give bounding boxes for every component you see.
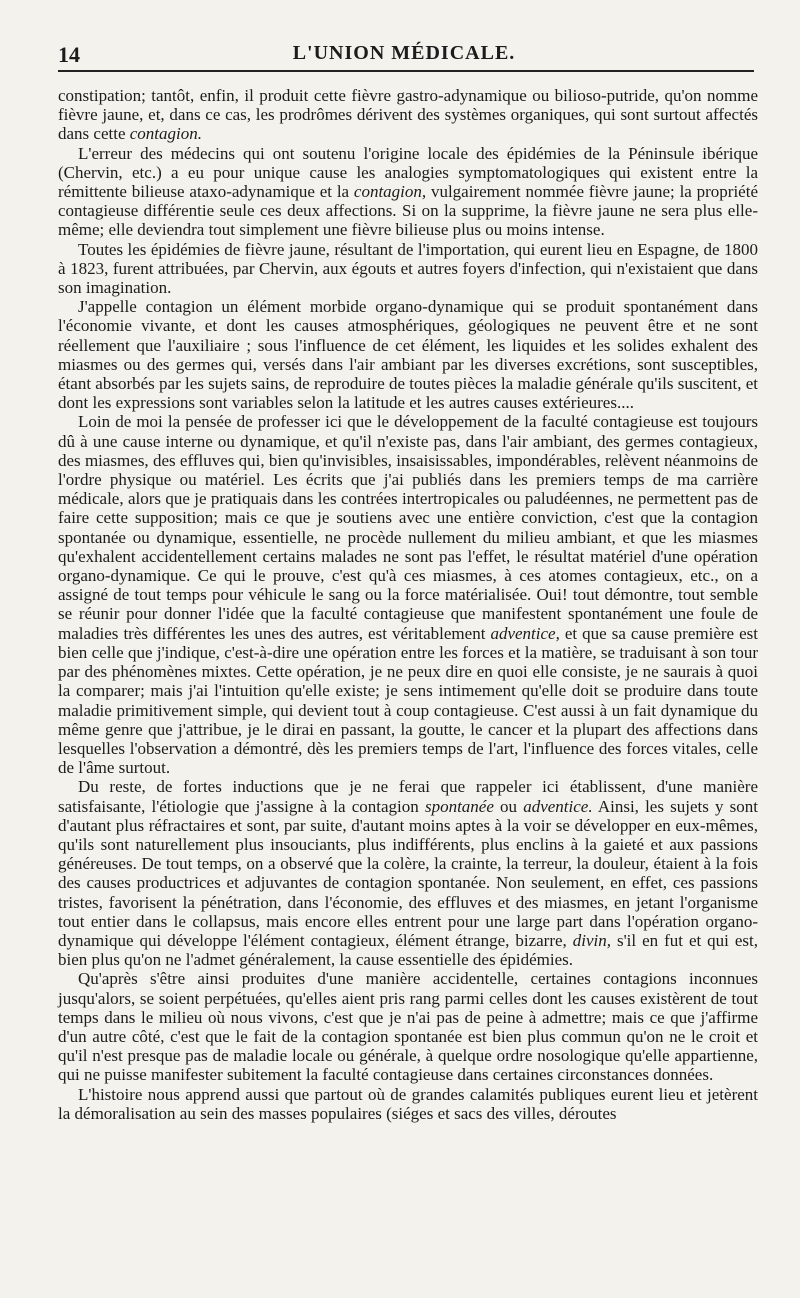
text-run: constipation; tantôt, enfin, il produit cette fièvre gastro-adynamique ou bilioso-putride, qu'on nomme fièvre jaune, et, dans ce cas, les prodrômes dérivent des systèmes organiques, qui sont surtout affectés dans cette [58,86,758,144]
text-run: Toutes les épidémies de fièvre jaune, résultant de l'importation, qui eurent lieu en Espagne, de 1800 à 1823, furent attribuées, par Chervin, aux égouts et autres foyers d'infection, qui n'existaient que dans son imagination. [58,239,758,298]
text-run: Loin de moi la pensée de professer ici que le développement de la faculté contagieuse est toujours dû à une cause interne ou dynamique, et qu'il n'existe pas, dans l'air ambiant, des germes contagieux, des miasmes, des effluves qui, bien qu'invisibles, insaisissables, impondérables, relèvent néanmoins de l'ordre physique ou matériel. Les écrits que j'ai publiés dans les premiers temps de ma carrière médicale, alors que je pratiquais dans les contrées intertropicales ou paludéennes, ne permettent pas de faire cette supposition; mais ce que je soutiens avec une entière conviction, c'est que la contagion spontanée ou dynamique, essentielle, ne procède nullement du milieu ambiant, et que les miasmes qu'exhalent accidentellement certains malades ne sont pas l'effet, le résultat matériel d'une opération organo-dynamique. Ce qui le prouve, c'est qu'à ces miasmes, à ces atomes contagieux, etc., on a assigné de tout temps pour véhicule le sang ou la force matérialisée. Oui! tout démontre, tout semble se réunir pour donner l'idée que la faculté contagieuse que manifestent spontanément une foule de maladies très différentes les unes des autres, est véritablement [58,412,758,643]
italic-text-run: contagion. [129,124,202,144]
paragraph [58,297,758,412]
text-run: et que sa cause première est bien celle que j'indique, c'est-à-dire une opération entre les forces et la matière, se traduisant à son tour par des phénomènes mixtes. Cette opération, je ne peux dire en quoi elle consiste, je ne saurais à quoi la comparer; mais j'ai l'intuition qu'elle existe; je sens intimement qu'elle doit se produire dans toute maladie primitivement simple, qui devient tout à coup contagieuse. C'est aussi à un fait dynamique du même genre que j'attribue, je le dirai en passant, la goutte, le cancer et la plupart des affections dans lesquelles l'observation a démontré, dès les premiers temps de l'art, l'influence des forces vitales, celle de l'âme surtout. [58,623,758,778]
paragraph [58,1085,758,1123]
body-text [58,86,758,1123]
paragraph [58,777,758,969]
text-run: vulgairement nommée fièvre jaune; la propriété contagieuse différentie seule ces deux affections. Si on la supprime, la fièvre jaune ne sera plus elle-même; elle deviendra tout simplement une fièvre bilieuse plus ou moins intense. [58,182,758,240]
text-run: Ainsi, les sujets y sont d'autant plus réfractaires et sont, par suite, d'autant moins aptes à la voir se développer en eux-mêmes, qu'ils sont naturellement plus insouciants, plus indifférents, plus enclins à la gaieté et aux passions généreuses. De tout temps, on a observé que la colère, la crainte, la terreur, la douleur, étaient à la fois des causes productrices et adjuvantes de contagion spontanée. Non seulement, en effet, ces passions tristes, favorisent la pénétration, dans l'économie, des effluves et des miasmes, en jetant l'organisme tout entier dans le collapsus, mais encore elles entrent pour une large part dans l'opération organo-dynamique qui développe l'élément contagieux, élément étrange, bizarre, [58,796,758,950]
text-run: ou [493,796,524,816]
text-run: s'il en fut et qui est, bien plus qu'on ne l'admet généralement, la cause essentielle des épidémies. [58,930,758,970]
paragraph [58,144,758,240]
paragraph [58,86,758,144]
italic-text-run: contagion, [353,182,427,202]
page-header [54,36,754,70]
paragraph [58,240,758,298]
italic-text-run: divin, [572,930,612,950]
italic-text-run: adventice, [490,623,560,643]
header-rule [58,70,754,72]
italic-text-run: spontanée [424,796,494,816]
text-run: Du reste, de fortes inductions que je ne ferai que rappeler ici établissent, d'une manière satisfaisante, l'étiologie que j'assigne à la contagion [58,777,758,816]
text-run: L'erreur des médecins qui ont soutenu l'origine locale des épidémies de la Péninsule ibérique (Chervin, etc.) a eu pour unique cause les analogies symptomatologiques qui existent entre la rémittente bilieuse ataxo-adynamique et la [58,143,758,202]
text-run: J'appelle contagion un élément morbide organo-dynamique qui se produit spontanément dans l'économie vivante, et dont les causes atmosphériques, géologiques ne peuvent être et ne sont réellement que l'auxiliaire ; sous l'influence de cet élément, les liquides et les solides exhalent des miasmes ou des germes qui, versés dans l'air ambiant par les diverses excrétions, sont susceptibles, étant absorbés par les sujets sains, de reproduire de toutes pièces la maladie générale qu'ils suscitent, et dont les expressions sont variables selon la latitude et les autres causes extérieures.... [58,297,758,413]
text-run: L'histoire nous apprend aussi que partout où de grandes calamités publiques eurent lieu et jetèrent la démoralisation au sein des masses populaires (siéges et sacs des villes, déroutes [58,1084,758,1123]
text-run: Qu'après s'être ainsi produites d'une manière accidentelle, certaines contagions inconnues jusqu'alors, se soient perpétuées, qu'elles aient pris rang parmi celles dont les causes existèrent de tout temps dans le milieu où nous vivons, c'est que je n'ai pas de peine à admettre; mais ce que j'affirme d'un autre côté, c'est que le fait de la contagion spontanée est bien plus commun qu'on ne le croit et qu'il n'est presque pas de maladie locale ou générale, à quelque ordre nosologique qu'elle appartienne, qui ne puisse manifester subitement la faculté contagieuse dans certaines circonstances données. [58,969,758,1085]
italic-text-run: adventice. [523,796,593,816]
paragraph [58,969,758,1084]
paragraph [58,412,758,777]
page-number: 14 [58,42,80,67]
running-head: L'UNION MÉDICALE. [292,42,516,64]
